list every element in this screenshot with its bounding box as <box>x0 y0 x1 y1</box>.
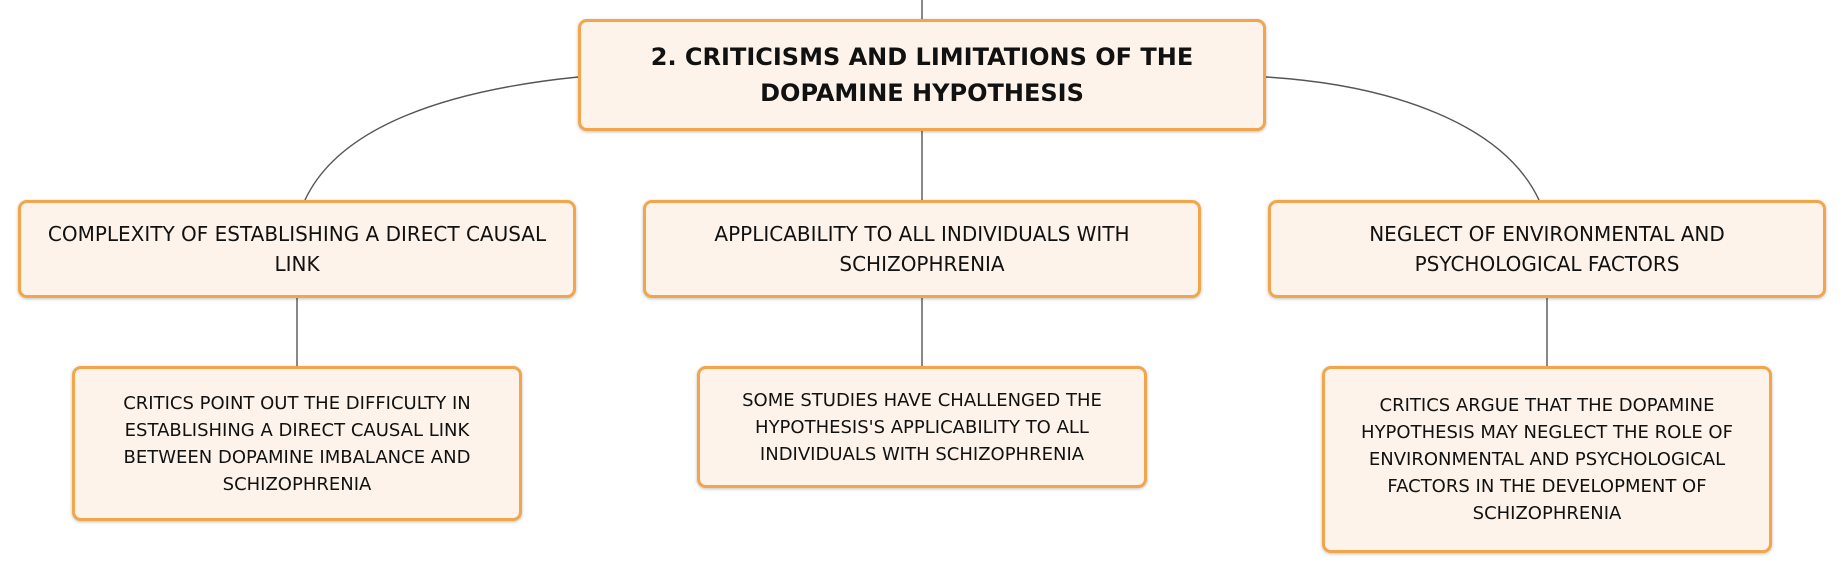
detail-node-environmental-factors[interactable] <box>1322 366 1772 553</box>
connector-root-to-branch-1 <box>305 77 578 200</box>
detail-node-applicability[interactable] <box>697 366 1147 488</box>
detail-text: SOME STUDIES HAVE CHALLENGED THE HYPOTHESIS'S APPLICABILITY TO ALL INDIVIDUALS WITH SCHIZOPHRENIA <box>742 389 1102 465</box>
branch-label: APPLICABILITY TO ALL INDIVIDUALS WITH SCHIZOPHRENIA <box>714 222 1130 276</box>
detail-text: CRITICS ARGUE THAT THE DOPAMINE HYPOTHESIS MAY NEGLECT THE ROLE OF ENVIRONMENTAL AND PSYCHOLOGICAL FACTORS IN THE DEVELOPMENT OF SCHIZOPHRENIA <box>1361 395 1733 524</box>
branch-label: NEGLECT OF ENVIRONMENTAL AND PSYCHOLOGICAL FACTORS <box>1369 222 1725 276</box>
detail-node-causal-link[interactable] <box>72 366 522 521</box>
root-topic-node[interactable] <box>578 19 1266 131</box>
branch-node-causal-link[interactable] <box>18 200 576 298</box>
branch-node-applicability[interactable] <box>643 200 1201 298</box>
detail-text: CRITICS POINT OUT THE DIFFICULTY IN ESTABLISHING A DIRECT CAUSAL LINK BETWEEN DOPAMINE IMBALANCE AND SCHIZOPHRENIA <box>123 392 471 495</box>
branch-label: COMPLEXITY OF ESTABLISHING A DIRECT CAUSAL LINK <box>47 222 547 276</box>
branch-node-environmental-factors[interactable] <box>1268 200 1826 298</box>
connector-root-to-branch-3 <box>1266 77 1539 200</box>
root-topic-label: 2. CRITICISMS AND LIMITATIONS OF THE DOPAMINE HYPOTHESIS <box>650 43 1194 107</box>
